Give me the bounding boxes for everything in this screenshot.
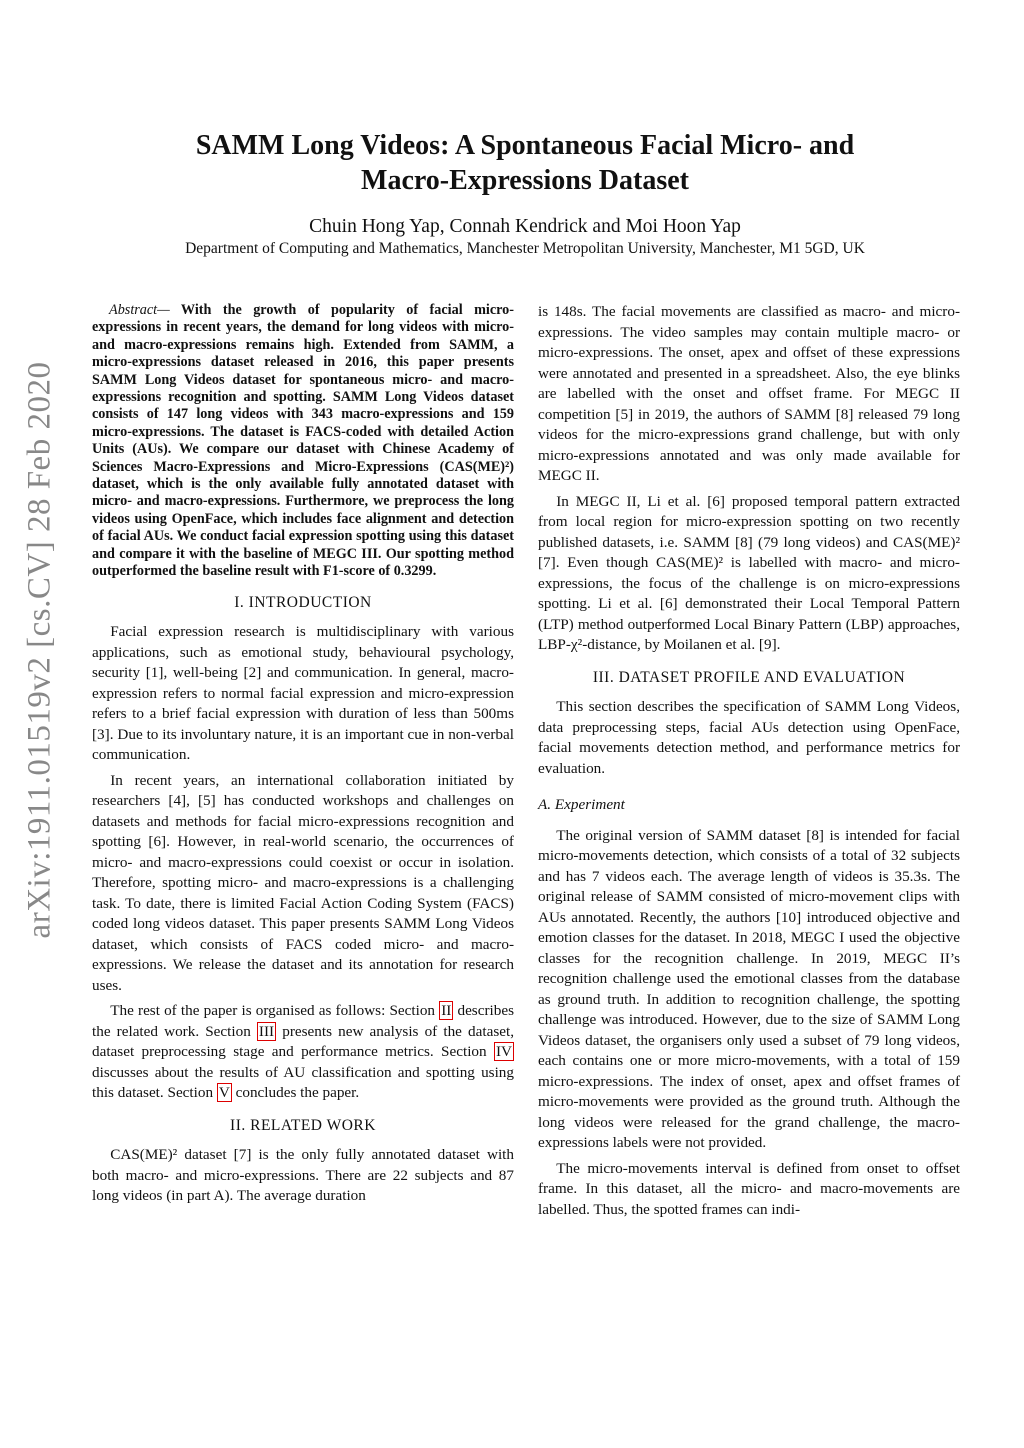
text-run: discusses about the results of AU classification and spotting using this dataset. Section: [92, 1063, 514, 1101]
abstract-label: Abstract—: [109, 302, 170, 318]
text-run: presents new analysis of the dataset, dataset preprocessing stage and performance metrics. Section: [92, 1022, 514, 1060]
paper-title: [140, 128, 910, 198]
subsection-heading-experiment: A. Experiment: [538, 796, 625, 813]
intro-paragraph-3: [92, 1001, 514, 1104]
right-column: [538, 302, 960, 1225]
section-heading-introduction: I. INTRODUCTION: [234, 593, 372, 611]
authors: Chuin Hong Yap, Connah Kendrick and Moi Hoon Yap: [309, 216, 741, 237]
section-heading-dataset-profile: III. DATASET PROFILE AND EVALUATION: [592, 668, 906, 686]
experiment-paragraph-1: The original version of SAMM dataset [8] is intended for facial micro-movements detection, which consists of a total of 32 subjects and has 7 videos each. The average length of videos is 35.3s. The original release of SAMM consisted of micro-movement clips with AUs annotated. Recently, the authors [10] introduced objective and emotion classes for the dataset. In 2018, MEGC I used the objective classes for the recognition challenge. In 2019, MEGC II’s recognition challenge used the emotional classes from the database as ground truth. In addition to recognition challenge, the spotting challenge was introduced. However, due to the size of SAMM Long Videos dataset, the organisers only used a subset of 79 long videos, each contains one or more micro-movements, with a total of 159 micro-expressions. The index of onset, apex and offset frames of micro-movements were provided as the ground truth. Although the long videos were released for the grand challenge, the macro-expressions labels were not provided.: [538, 826, 960, 1151]
affiliation: Department of Computing and Mathematics, Manchester Metropolitan University, Manchester, M1 5GD, UK: [185, 240, 865, 257]
section-link-v[interactable]: V: [218, 1084, 230, 1101]
related-paragraph-1: CAS(ME)² dataset [7] is the only fully annotated dataset with both macro- and micro-expressions. There are 22 subjects and 87 long videos (in part A). The average duration: [92, 1146, 514, 1204]
left-column: [92, 302, 514, 1212]
dataset-intro-paragraph: This section describes the specification of SAMM Long Videos, data preprocessing steps, facial AUs detection using OpenFace, facial movements detection method, and performance metrics for evaluation.: [538, 698, 960, 777]
text-run: The rest of the paper is organised as follows: Section: [110, 1002, 440, 1019]
arxiv-identifier: [10, 250, 70, 1050]
abstract-text: With the growth of popularity of facial micro-expressions in recent years, the demand for long videos with micro- and macro-expressions remains high. Extended from SAMM, a micro-expressions dataset released in 2016, this paper presents SAMM Long Videos dataset for spontaneous micro- and macro-expressions recognition and spotting. SAMM Long Videos dataset consists of 147 long videos with 343 macro-expressions and 159 micro-expressions. The dataset is FACS-coded with detailed Action Units (AUs). We compare our dataset with Chinese Academy of Sciences Macro-Expressions and Micro-Expressions (CAS(ME)²) dataset, which is the only available fully annotated dataset with micro- and macro-expressions. Furthermore, we preprocess the long videos using OpenFace, which includes face alignment and detection of facial AUs. We conduct facial expression spotting using this dataset and compare it with the baseline of MEGC III. Our spotting method outperformed the baseline result with F1-score of 0.3299.: [92, 302, 514, 580]
related-paragraph-2: is 148s. The facial movements are classified as macro- and micro-expressions. The video samples may contain multiple macro- or micro-expressions. The onset, apex and offset of these expressions were annotated and presented in a spreadsheet. Also, the eye blinks are labelled with the onset and offset frame. For MEGC II competition [5] in 2019, the authors of SAMM [8] released 79 long videos for the micro-expressions grand challenge, but with only micro-expressions annotated and was only made available for MEGC II.: [538, 303, 960, 484]
arxiv-id-text: arXiv:1911.01519v2 [cs.CV] 28 Feb 2020: [21, 361, 58, 939]
section-link-iv[interactable]: IV: [495, 1043, 512, 1060]
section-heading-related-work: II. RELATED WORK: [230, 1116, 376, 1134]
experiment-paragraph-2: The micro-movements interval is defined from onset to offset frame. In this dataset, all the micro- and macro-movements are labelled. Thus, the spotted frames can indi-: [538, 1159, 960, 1218]
title-line-2: Macro-Expressions Dataset: [361, 165, 689, 196]
abstract: [92, 302, 514, 581]
text-run: concludes the paper.: [231, 1084, 360, 1101]
title-line-1: SAMM Long Videos: A Spontaneous Facial Micro- and: [195, 130, 855, 161]
related-paragraph-3: In MEGC II, Li et al. [6] proposed temporal pattern extracted from local region for micro-expression spotting on two recently published datasets, i.e. SAMM [8] (79 long videos) and CAS(ME)² [7]. Even though CAS(ME)² is labelled with macro- and micro-expressions, the focus of the challenge is on micro-expressions spotting. Li et al. [6] demonstrated their Local Temporal Pattern (LTP) method outperformed Local Binary Pattern (LBP) approaches, LBP-χ²-distance, by Moilanen et al. [9].: [538, 492, 960, 653]
intro-paragraph-2: In recent years, an international collaboration initiated by researchers [4], [5] has conducted workshops and challenges on datasets and methods for facial micro-expressions recognition and spotting [6]. However, in real-world scenario, the occurrences of micro- and macro-expressions could coexist or occur in isolation. Therefore, spotting micro- and macro-expressions is a challenging task. To date, there is limited Facial Action Coding System (FACS) coded long videos dataset. This paper presents SAMM Long Videos dataset, which consists of FACS coded micro- and macro-expressions. We release the dataset and its annotation for research uses.: [92, 771, 514, 994]
intro-paragraph-1: Facial expression research is multidisciplinary with various applications, such as emotional study, behavioural psychology, security [1], well-being [2] and communication. In general, macro-expression refers to normal facial expression and micro-expression refers to a brief facial expression with duration of less than 500ms [3]. Due to its involuntary nature, it is an important cue in non-verbal communication.: [92, 623, 514, 763]
section-link-ii[interactable]: II: [441, 1002, 452, 1019]
section-link-iii[interactable]: III: [258, 1022, 275, 1040]
text-run: describes the related work. Section: [92, 1002, 514, 1040]
